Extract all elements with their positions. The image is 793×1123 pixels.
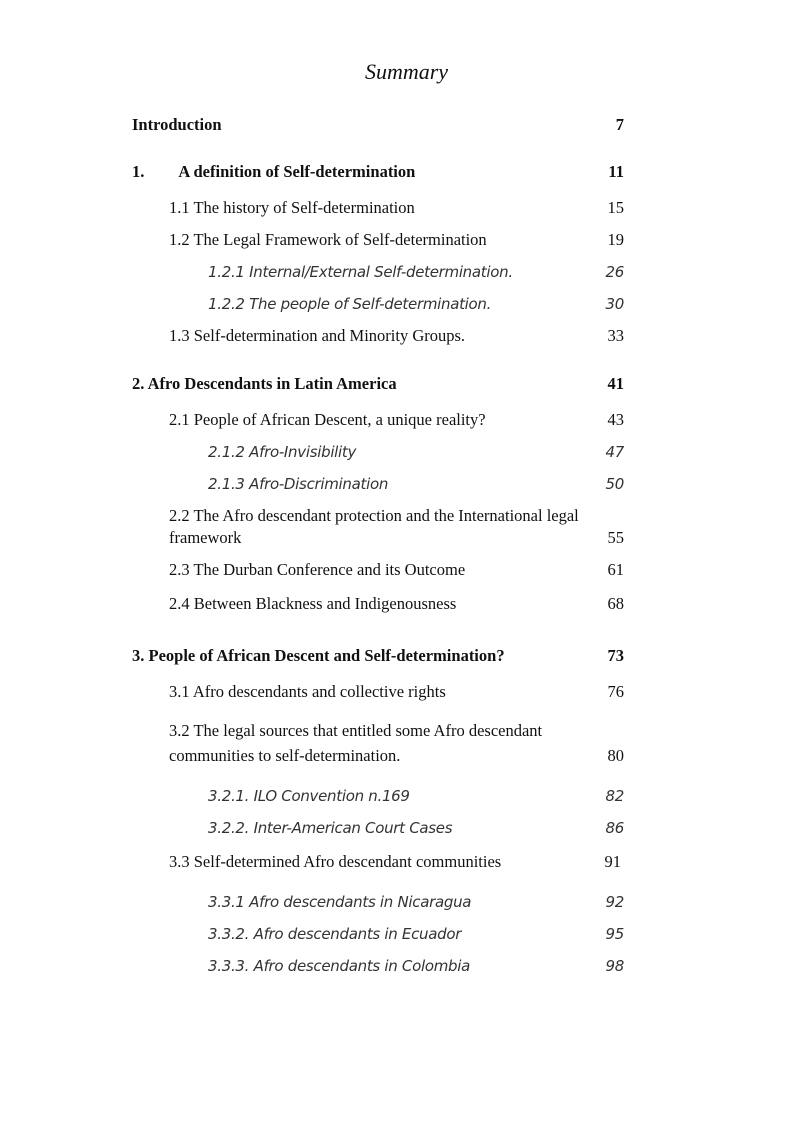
toc-entry-label: framework xyxy=(169,528,242,547)
toc-entry-label: 2.4 Between Blackness and Indigenousness xyxy=(169,594,457,613)
toc-entry-label: communities to self-determination. xyxy=(169,746,401,765)
toc-entry-page: 73 xyxy=(607,646,624,665)
toc-entry-page: 82 xyxy=(605,787,624,805)
toc-entry-label: 1.2.2 The people of Self-determination. xyxy=(208,295,492,313)
toc-entry-3-2-line1[interactable]: 3.2 The legal sources that entitled some Afro descendant xyxy=(169,721,543,740)
toc-entry-page: 80 xyxy=(607,746,624,765)
toc-entry-page: 98 xyxy=(605,957,624,975)
toc-entry-label: 3.3 Self-determined Afro descendant communities xyxy=(169,852,502,871)
toc-entry-page: 68 xyxy=(607,594,624,613)
toc-entry-label: 3.2.1. ILO Convention n.169 xyxy=(208,787,410,805)
toc-entry-label: 2.1.2 Afro-Invisibility xyxy=(208,443,357,461)
toc-entry-page: 95 xyxy=(605,925,624,943)
toc-entry-label: 2.3 The Durban Conference and its Outcome xyxy=(169,560,466,579)
toc-entry-page: 7 xyxy=(615,115,624,134)
toc-entry-page: 92 xyxy=(605,893,624,911)
page-title: Summary xyxy=(364,59,449,84)
toc-entry-page: 33 xyxy=(607,326,624,345)
chapter-number: 1. xyxy=(132,162,145,181)
toc-entry-label xyxy=(132,161,415,183)
toc-entry-label: 2. Afro Descendants in Latin America xyxy=(132,374,397,393)
toc-entry-label: 3. People of African Descent and Self-determination? xyxy=(132,646,505,665)
toc-entry-page: 26 xyxy=(605,263,624,281)
toc-entry-label: 3.3.3. Afro descendants in Colombia xyxy=(208,957,471,975)
toc-entry-label: 1.2.1 Internal/External Self-determination. xyxy=(208,263,513,281)
toc-entry-page: 91 xyxy=(604,852,621,871)
toc-entry-page: 41 xyxy=(607,374,624,393)
toc-entry-label: 3.3.1 Afro descendants in Nicaragua xyxy=(208,893,472,911)
toc-entry-2-2-line1[interactable]: 2.2 The Afro descendant protection and the International legal xyxy=(169,506,579,525)
toc-entry-label: 1.2 The Legal Framework of Self-determination xyxy=(169,230,487,249)
toc-entry-page: 43 xyxy=(607,410,624,429)
toc-entry-label: Introduction xyxy=(132,115,222,134)
toc-entry-page: 61 xyxy=(607,560,624,579)
toc-entry-page: 15 xyxy=(607,198,624,217)
toc-entry-page: 19 xyxy=(607,230,624,249)
toc-entry-label: 2.1.3 Afro-Discrimination xyxy=(208,475,389,493)
toc-entry-page: 47 xyxy=(605,443,624,461)
toc-entry-label: 1.1 The history of Self-determination xyxy=(169,198,415,217)
toc-entry-label: 1.3 Self-determination and Minority Groups. xyxy=(169,326,466,345)
toc-entry-page: 55 xyxy=(607,528,624,547)
toc-entry-page: 11 xyxy=(608,162,624,181)
toc-entry-label: 3.1 Afro descendants and collective rights xyxy=(169,682,446,701)
toc-entry-label: 2.1 People of African Descent, a unique reality? xyxy=(169,410,486,429)
toc-entry-page: 50 xyxy=(605,475,624,493)
toc-entry-label: 3.3.2. Afro descendants in Ecuador xyxy=(208,925,462,943)
toc-entry-page: 30 xyxy=(605,295,624,313)
toc-entry-page: 86 xyxy=(605,819,624,837)
chapter-title: A definition of Self-determination xyxy=(178,162,416,181)
toc-entry-label: 3.2.2. Inter-American Court Cases xyxy=(208,819,453,837)
toc-entry-page: 76 xyxy=(607,682,624,701)
